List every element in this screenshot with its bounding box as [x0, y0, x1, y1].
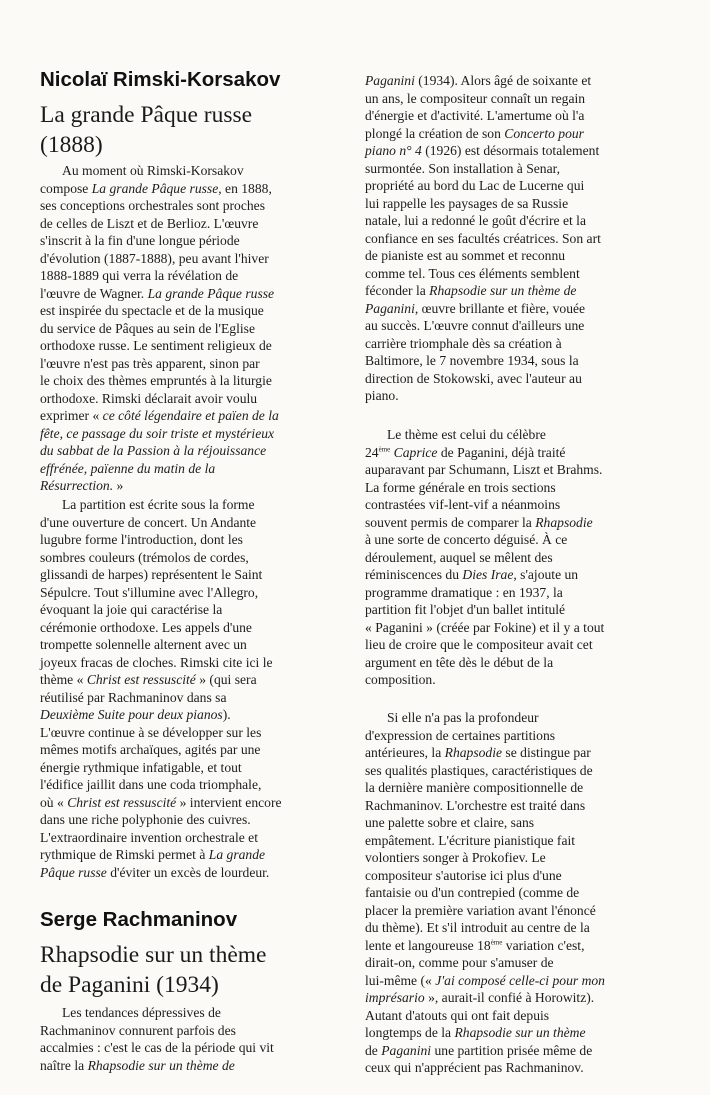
- work-title-rachmaninov: [40, 940, 266, 1000]
- rachmaninov-paragraph-3: Si elle n'a pas la profondeur d'expression de certaines partitions antérieures, la Rhapsodie se distingue par ses qualités plastiques, caractéristiques de la dernière manière compositionnelle de Rachmaninov. L'orchestre est traité dans une palette sobre et claire, sans empâtement. L'écriture pianistique fait volontiers songer à Prokofiev. Le compositeur s'autorise ici plus d'une fantaisie ou d'un contrepied (comme de placer la première variation avant l'énoncé du thème). Et s'il introduit au centre de la lente et langoureuse 18ème variation c'est, dirait-on, comme pour s'amuser de lui-même (« J'ai composé celle-ci pour mon imprésario », aurait-il confié à Horowitz). Autant d'atouts qui ont fait depuis longtemps de la Rhapsodie sur un thème de Paganini une partition prisée même de ceux qui n'apprécient pas Rachmaninov.: [365, 710, 605, 1075]
- work-title-rachmaninov-line2: de Paganini (1934): [40, 972, 219, 998]
- rachmaninov-paragraph-1-end: Paganini (1934). Alors âgé de soixante et un ans, le compositeur connaît un regain d'énergie et d'activité. L'amertume où l'a plongé la création de son Concerto pour piano n° 4 (1926) est désormais totalement surmontée. Son installation à Senar, propriété au bord du Lac de Lucerne qui lui rappelle les paysages de sa Russie natale, lui a redonné le goût d'écrire et la confiance en ses facultés créatrices. Son art de pianiste est au sommet et reconnu comme tel. Tous ces éléments semblent féconder la Rhapsodie sur un thème de Paganini, œuvre brillante et fière, vouée au succès. L'œuvre connut d'ailleurs une carrière triomphale dès sa création à Baltimore, le 7 novembre 1934, sous la direction de Stokowski, avec l'auteur au piano.: [365, 73, 601, 403]
- work-title-rimski-line1: La grande Pâque russe: [40, 102, 253, 128]
- work-title-rimski: [40, 100, 252, 160]
- work-title-rimski-line2: (1888): [40, 132, 103, 158]
- work-title-rachmaninov-line1: Rhapsodie sur un thème: [40, 942, 267, 968]
- composer-heading-rachmaninov: Serge Rachmaninov: [40, 908, 238, 931]
- rachmaninov-paragraph-2: Le thème est celui du célèbre 24ème Caprice de Paganini, déjà traité auparavant par Schumann, Liszt et Brahms. La forme générale en trois sections contrastées vif-lent-vif a néanmoins souvent permis de comparer la Rhapsodie à une sorte de concerto déguisé. À ce déroulement, auquel se mêlent des réminiscences du Dies Irae, s'ajoute un programme dramatique : en 1937, la partition fit l'objet d'un ballet intitulé « Paganini » (créée par Fokine) et il y a tout lieu de croire que le compositeur avait cet argument en tête dès le début de la composition.: [365, 427, 605, 687]
- rimski-paragraph-2: La partition est écrite sous la forme d'une ouverture de concert. Un Andante lugubre forme l'introduction, dont les sombres couleurs (trémolos de cordes, glissandi de harpes) représentent le Saint Sépulcre. Tout s'illumine avec l'Allegro, évoquant la joie qui caractérise la cérémonie orthodoxe. Les appels d'une trompette solennelle alternent avec un joyeux fracas de cloches. Rimski cite ici le thème « Christ est ressuscité » (qui sera réutilisé par Rachmaninov dans sa Deuxième Suite pour deux pianos). L'œuvre continue à se développer sur les mêmes motifs archaïques, agités par une énergie rythmique infatigable, et tout l'édifice jaillit dans une coda triomphale, où « Christ est ressuscité » intervient encore dans une riche polyphonie des cuivres. L'extraordinaire invention orchestrale et rythmique de Rimski permet à La grande Pâque russe d'éviter un excès de lourdeur.: [40, 497, 282, 880]
- rachmaninov-paragraph-1-start: Les tendances dépressives de Rachmaninov connurent parfois des accalmies : c'est le cas de la période qui vit naître la Rhapsodie sur un thème de: [40, 1005, 274, 1073]
- rimski-paragraph-1: Au moment où Rimski-Korsakov compose La grande Pâque russe, en 1888, ses conceptions orchestrales sont proches de celles de Liszt et de Berlioz. L'œuvre s'inscrit à la fin d'une longue période d'évolution (1887-1888), peu avant l'hiver 1888-1889 qui verra la révélation de l'œuvre de Wagner. La grande Pâque russe est inspirée du spectacle et de la musique du service de Pâques au sein de l'Eglise orthodoxe russe. Le sentiment religieux de l'œuvre n'est pas très apparent, sinon par le choix des thèmes empruntés à la liturgie orthodoxe. Rimski déclarait avoir voulu exprimer « ce côté légendaire et païen de la fête, ce passage du soir triste et mystérieux du sabbat de la Passion à la réjouissance effrénée, païenne du matin de la Résurrection. »: [40, 163, 279, 493]
- composer-heading-rimski: Nicolaï Rimski-Korsakov: [40, 68, 281, 91]
